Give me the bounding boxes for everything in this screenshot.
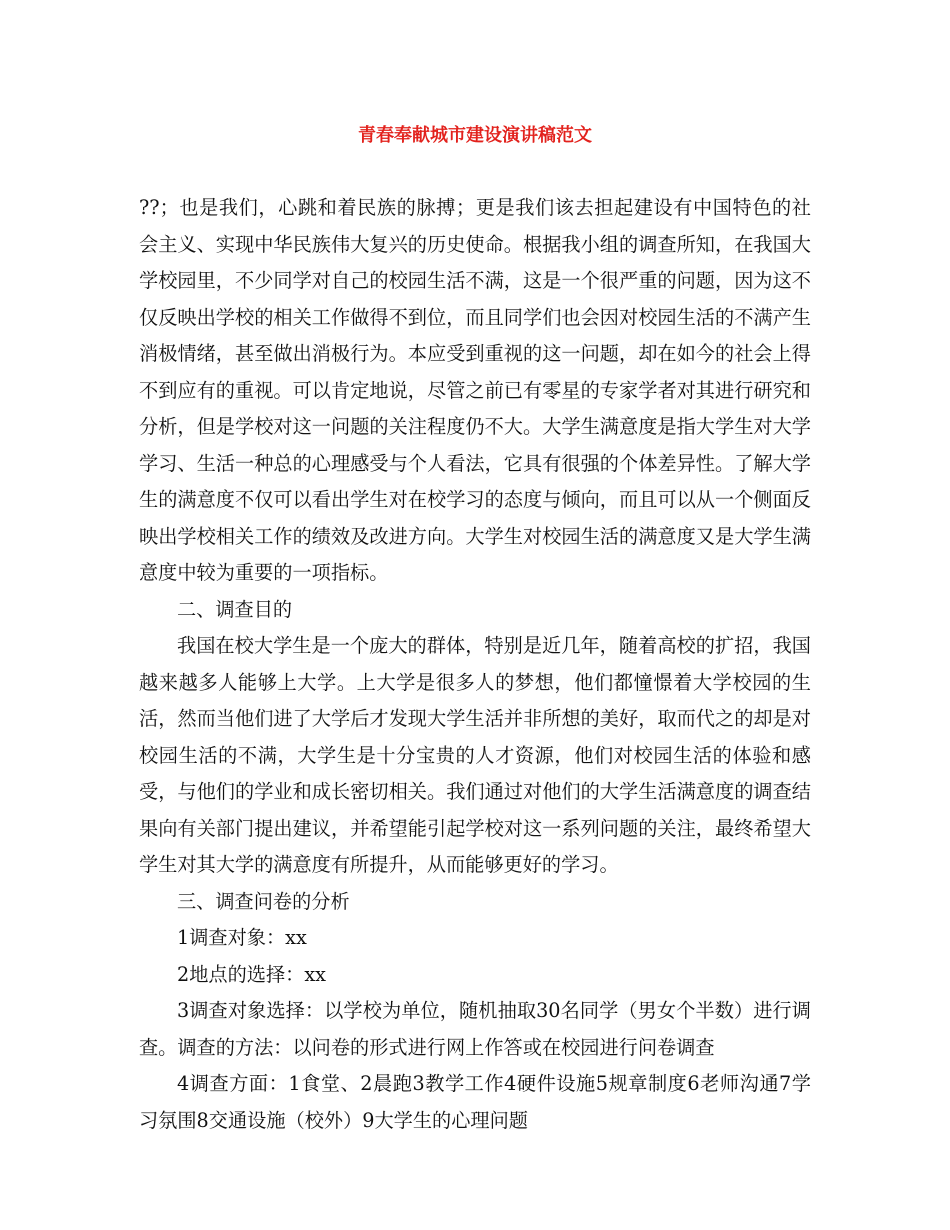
document-title: 青春奉献城市建设演讲稿范文 bbox=[358, 125, 592, 146]
list-item-aspects: 4调查方面：1食堂、2晨跑3教学工作4硬件设施5规章制度6老师沟通7学习氛围8交通设施（校外）9大学生的心理问题 bbox=[139, 1072, 811, 1132]
paragraph-intro: ??；也是我们，心跳和着民族的脉搏；更是我们该去担起建设有中国特色的社会主义、实现中华民族伟大复兴的历史使命。根据我小组的调查所知，在我国大学校园里，不少同学对自己的校园生活不满，这是一个很严重的问题，因为这不仅反映出学校的相关工作做得不到位，而且同学们也会因对校园生活的不满产生消极情绪，甚至做出消极行为。本应受到重视的这一问题，却在如今的社会上得不到应有的重视。可以肯定地说，尽管之前已有零星的专家学者对其进行研究和分析，但是学校对这一问题的关注程度仍不大。大学生满意度是指大学生对大学学习、生活一种总的心理感受与个人看法，它具有很强的个体差异性。了解大学生的满意度不仅可以看出学生对在校学习的态度与倾向，而且可以从一个侧面反映出学校相关工作的绩效及改进方向。大学生对校园生活的满意度又是大学生满意度中较为重要的一项指标。 bbox=[139, 196, 811, 584]
list-item-selection: 3调查对象选择：以学校为单位，随机抽取30名同学（男女个半数）进行调查。调查的方法：以问卷的形式进行网上作答或在校园进行问卷调查 bbox=[139, 999, 811, 1059]
document-body bbox=[139, 190, 811, 1139]
section-heading-purpose: 二、调查目的 bbox=[177, 597, 293, 621]
list-item-location: 2地点的选择：xx bbox=[177, 962, 326, 986]
section-heading-analysis: 三、调查问卷的分析 bbox=[177, 889, 350, 913]
paragraph-purpose: 我国在校大学生是一个庞大的群体，特别是近几年，随着高校的扩招，我国越来越多人能够上大学。上大学是很多人的梦想，他们都憧憬着大学校园的生活，然而当他们进了大学后才发现大学生活并非所想的美好，取而代之的却是对校园生活的不满，大学生是十分宝贵的人才资源，他们对校园生活的体验和感受，与他们的学业和成长密切相关。我们通过对他们的大学生活满意度的调查结果向有关部门提出建议，并希望能引起学校对这一系列问题的关注，最终希望大学生对其大学的满意度有所提升，从而能够更好的学习。 bbox=[139, 634, 811, 876]
list-item-subject: 1调查对象：xx bbox=[177, 926, 307, 949]
